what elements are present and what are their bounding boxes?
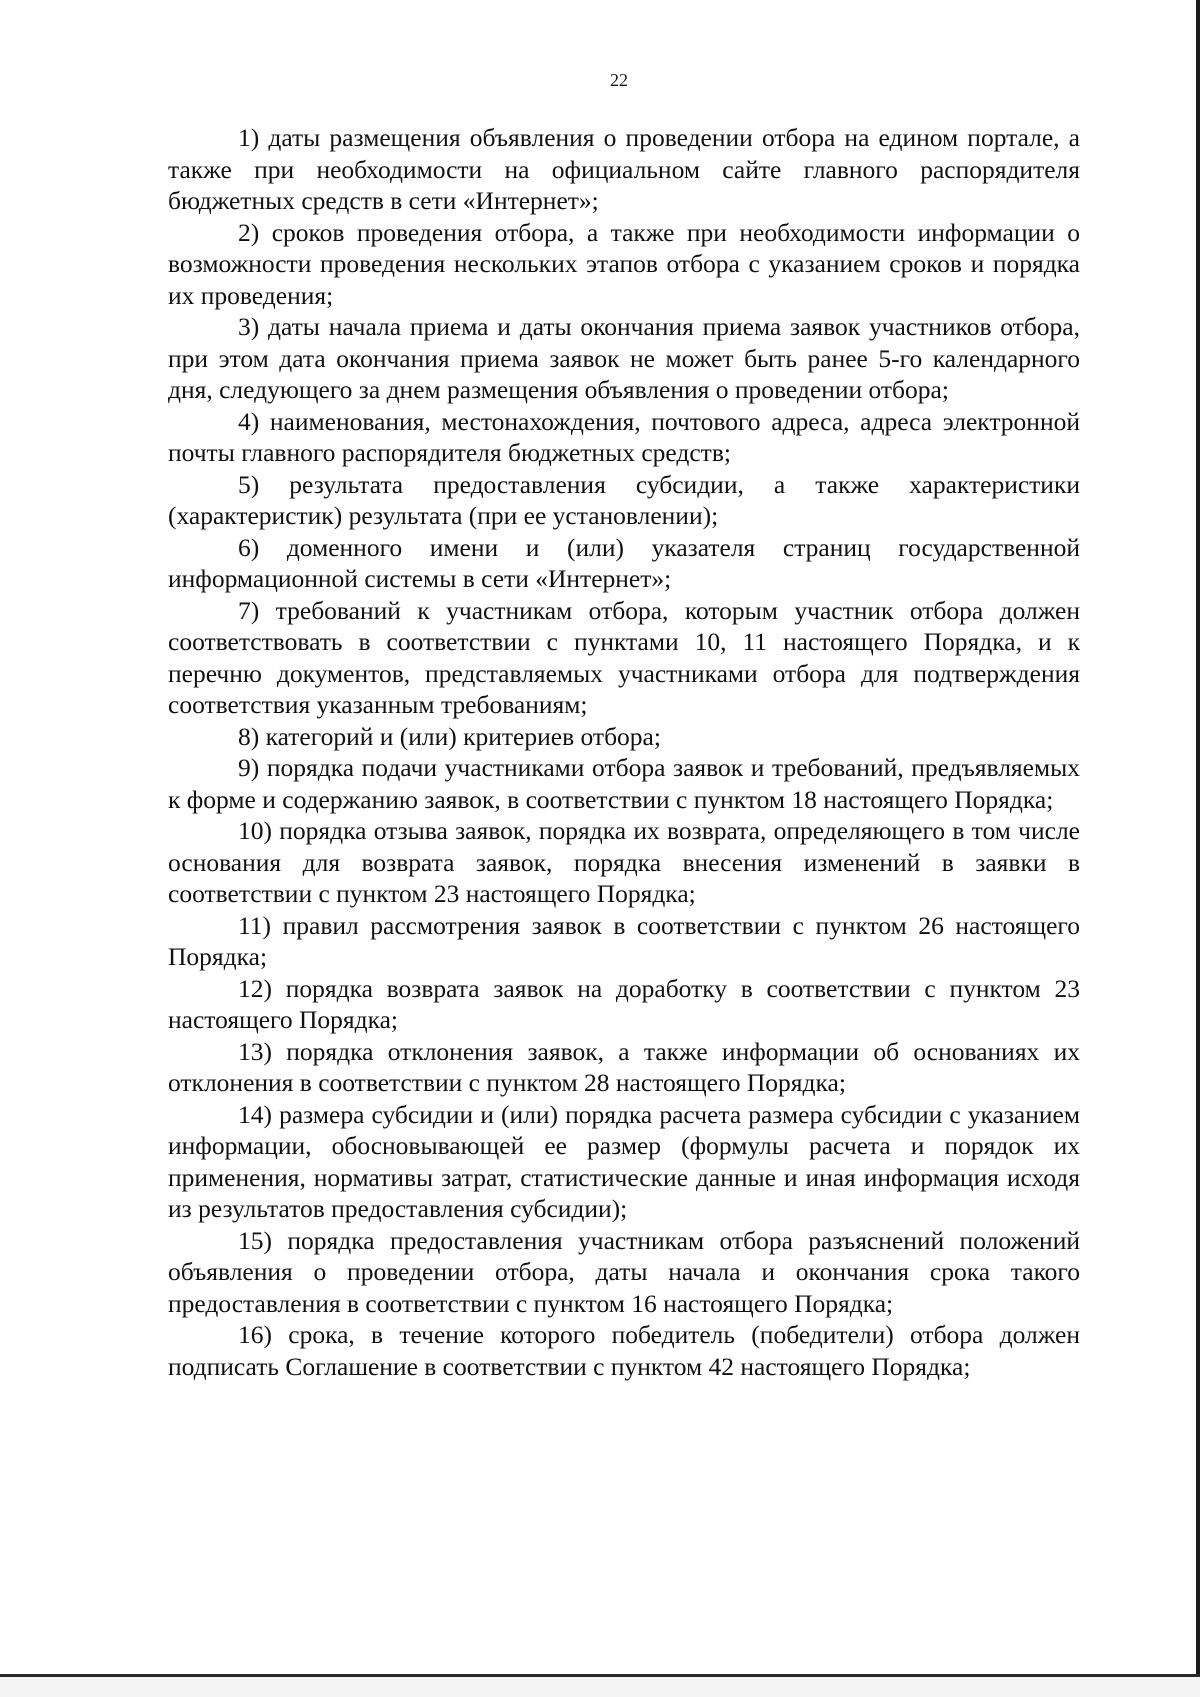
list-item-12: 12) порядка возврата заявок на доработку в соответствии с пунктом 23 настоящего Порядка; [168,973,1080,1034]
page-number: 22 [610,70,628,90]
list-item-1: 1) даты размещения объявления о проведении отбора на едином портале, а также при необходимости на официальном сайте главного распорядителя бюджетных средств в сети «Интернет»; [168,123,1080,215]
list-item-10: 10) порядка отзыва заявок, порядка их возврата, определяющего в том числе основания для возврата заявок, порядка внесения изменений в заявки в соответствии с пунктом 23 настоящего Порядка; [168,816,1080,908]
list-item-4: 4) наименования, местонахождения, почтового адреса, адреса электронной почты главного распорядителя бюджетных средств; [168,406,1080,467]
list-item-6: 6) доменного имени и (или) указателя страниц государственной информационной системы в сети «Интернет»; [168,532,1080,593]
list-item-15: 15) порядка предоставления участникам отбора разъяснений положений объявления о проведении отбора, даты начала и окончания срока такого предоставления в соответствии с пунктом 16 настоящего Порядка; [168,1225,1080,1318]
document-body [168,122,1080,1382]
list-item-8: 8) категорий и (или) критериев отбора; [238,721,661,751]
list-item-3: 3) даты начала приема и даты окончания приема заявок участников отбора, при этом дата окончания приема заявок не может быть ранее 5-го календарного дня, следующего за днем размещения объявления о проведении отбора; [168,312,1080,404]
list-item-14: 14) размера субсидии и (или) порядка расчета размера субсидии с указанием информации, обосновывающей ее размер (формулы расчета и порядок их применения, нормативы затрат, статистические данные и иная информация исходя из результатов предоставления субсидии); [168,1099,1080,1223]
list-item-11: 11) правил рассмотрения заявок в соответствии с пунктом 26 настоящего Порядка; [168,910,1080,971]
scan-border-right [1196,0,1200,1697]
list-item-2: 2) сроков проведения отбора, а также при необходимости информации о возможности проведения нескольких этапов отбора с указанием сроков и порядка их проведения; [168,217,1080,310]
list-item-13: 13) порядка отклонения заявок, а также информации об основаниях их отклонения в соответствии с пунктом 28 настоящего Порядка; [168,1036,1080,1097]
list-item-5: 5) результата предоставления субсидии, а также характеристики (характеристик) результата (при ее установлении); [168,469,1080,530]
list-item-9: 9) порядка подачи участниками отбора заявок и требований, предъявляемых к форме и содержанию заявок, в соответствии с пунктом 18 настоящего Порядка; [168,753,1080,814]
scan-margin-bottom [0,1677,1200,1697]
list-item-7: 7) требований к участникам отбора, которым участник отбора должен соответствовать в соответствии с пунктами 10, 11 настоящего Порядка, и к перечню документов, представляемых участниками отбора для подтверждения соответствия указанным требованиям; [168,595,1080,719]
list-item-16: 16) срока, в течение которого победитель (победители) отбора должен подписать Соглашение в соответствии с пунктом 42 настоящего Порядка; [168,1320,1080,1381]
